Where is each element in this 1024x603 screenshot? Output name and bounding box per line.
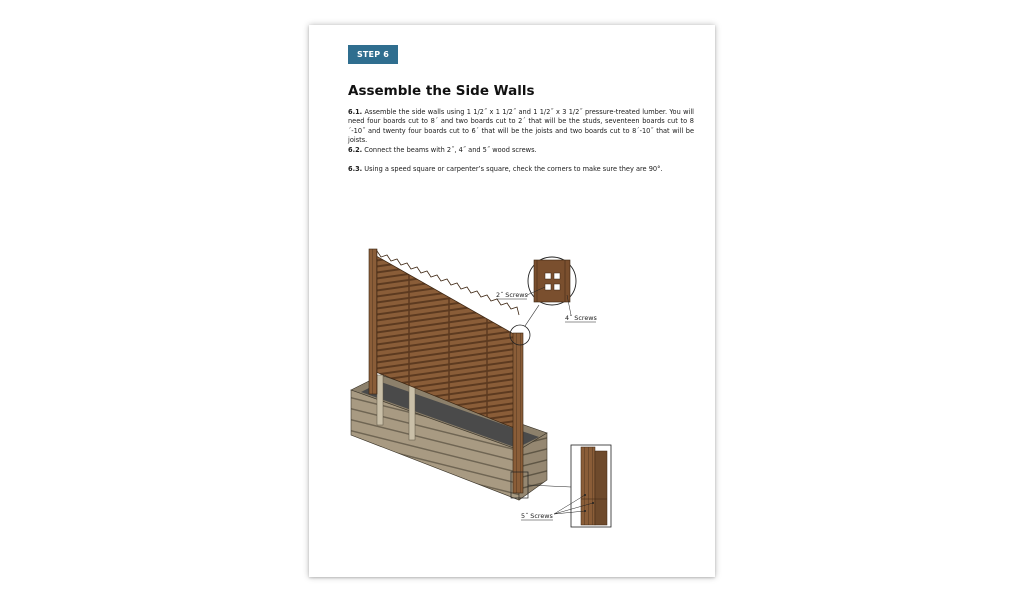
paragraph-number: 6.2. [348, 146, 363, 154]
zoom-post-side [595, 451, 607, 525]
paragraph-text: Using a speed square or carpenter’s square, check the corners to make sure they are 90°. [364, 165, 663, 173]
screws-5-label: 5˝ Screws [521, 512, 553, 520]
paragraph-text: Connect the beams with 2˝, 4˝ and 5˝ wood screws. [364, 146, 537, 154]
planter-post [409, 385, 415, 440]
right-post [513, 333, 523, 493]
paragraph-text: Assemble the side walls using 1 1/2˝ x 1 1/2˝ and 1 1/2˝ x 3 1/2˝ pressure-treated lumber. You will need four boards cut to 8´ and two boards cut to 2´ that will be the studs, seventeen boards cut to 8´-10˝ and twenty four boards cut to 6´ that will be the joists and two boards cut to 8´-10˝ that will be joists. [348, 108, 694, 145]
instruction-page [309, 25, 715, 577]
step-badge: STEP 6 [348, 45, 398, 64]
planter-wall-illustration [309, 25, 715, 577]
screws-4-label: 4˝ Screws [565, 314, 597, 322]
leader-line [525, 305, 539, 326]
paragraph-number: 6.1. [348, 108, 363, 116]
zoom-joint-detail [534, 260, 570, 302]
left-post [369, 249, 377, 394]
screws-2-label: 2˝ Screws [496, 291, 528, 299]
paragraph-number: 6.3. [348, 165, 363, 173]
detail-callout-top [496, 257, 598, 345]
planter-post [377, 375, 383, 425]
zoom-post [581, 447, 595, 525]
page-title: Assemble the Side Walls [348, 83, 535, 99]
